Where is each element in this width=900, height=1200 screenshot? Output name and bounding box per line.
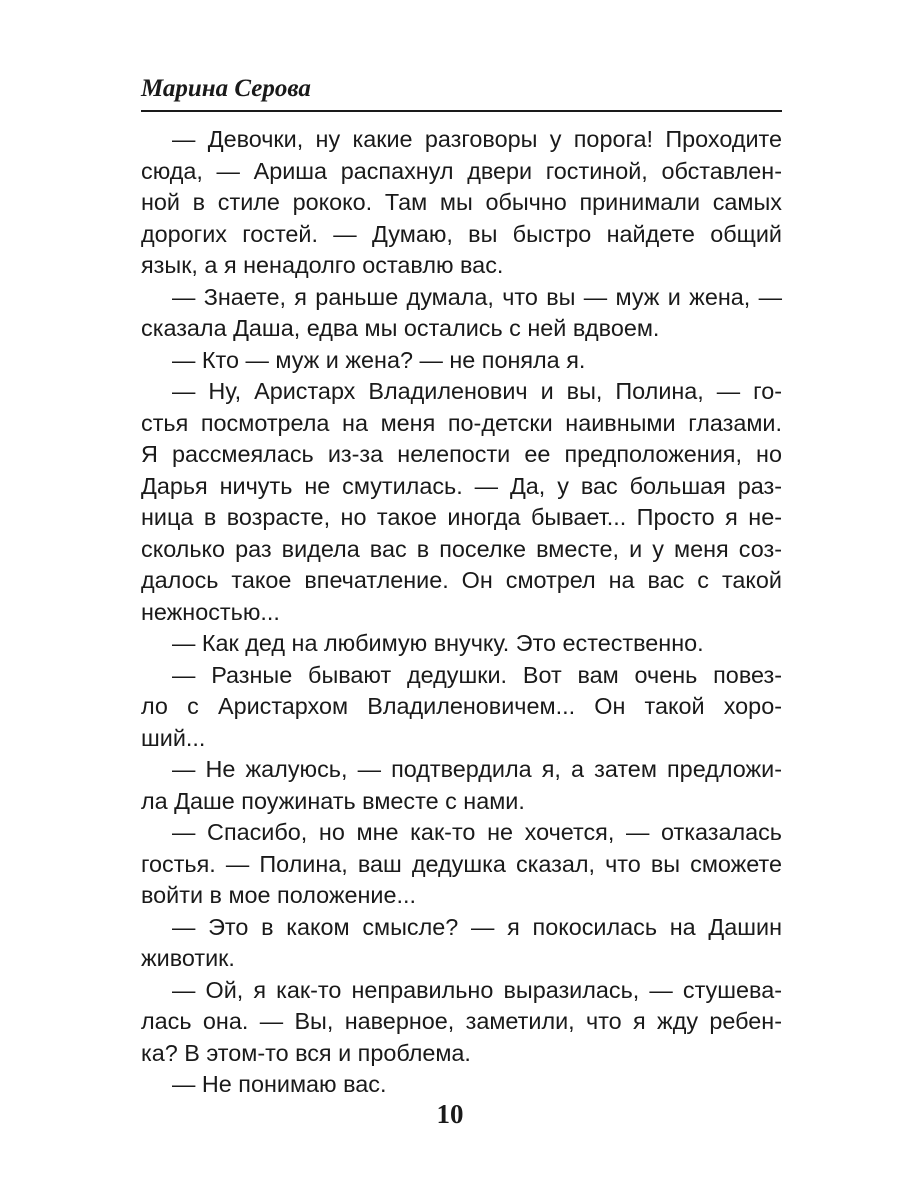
text-line: нежностью... xyxy=(141,598,280,625)
text-line: — Это в каком смысле? — я покосилась на Дашин xyxy=(172,913,782,940)
text-line: Я рассмеялась из-за нелепости ее предположения, но xyxy=(141,441,782,467)
text-line: — Ну, Аристарх Владиленович и вы, Полина, — го- xyxy=(172,378,782,404)
text-line: — Не жалуюсь, — подтвердила я, а затем предложи- xyxy=(172,756,782,782)
text-line: ница в возрасте, но такое иногда бывает... Просто я не- xyxy=(141,504,782,530)
text-line: сколько раз видела вас в поселке вместе, и у меня соз- xyxy=(141,535,782,562)
author-name: Марина Серова xyxy=(141,75,311,102)
body-text xyxy=(141,124,782,1101)
text-line: — Как дед на любимую внучку. Это естественно. xyxy=(172,630,704,656)
text-line: — Не понимаю вас. xyxy=(172,1071,387,1097)
text-line: сюда, — Ариша распахнул двери гостиной, обставлен- xyxy=(141,157,782,184)
text-line: — Девочки, ну какие разговоры у порога! Проходите xyxy=(172,126,782,152)
text-line: — Разные бывают дедушки. Вот вам очень повез- xyxy=(172,661,782,688)
text-line: — Ой, я как-то неправильно выразилась, — стушева- xyxy=(172,976,782,1003)
text-line: ла Даше поужинать вместе с нами. xyxy=(141,787,525,814)
text-line: — Знаете, я раньше думала, что вы — муж и жена, — xyxy=(172,283,782,310)
text-line: далось такое впечатление. Он смотрел на вас с такой xyxy=(141,567,782,593)
text-line: ной в стиле рококо. Там мы обычно принимали самых xyxy=(141,189,782,215)
page-number: 10 xyxy=(436,1099,464,1129)
text-line: животик. xyxy=(141,945,235,971)
text-line: — Спасибо, но мне как-то не хочется, — отказалась xyxy=(172,819,782,845)
text-line: дорогих гостей. — Думаю, вы быстро найдете общий xyxy=(141,220,782,247)
text-line: сказала Даша, едва мы остались с ней вдвоем. xyxy=(141,315,660,341)
text-line: лась она. — Вы, наверное, заметили, что я жду ребен- xyxy=(141,1008,782,1034)
text-line: войти в мое положение... xyxy=(141,882,416,908)
text-line: стья посмотрела на меня по-детски наивными глазами. xyxy=(141,409,782,436)
text-line: Дарья ничуть не смутилась. — Да, у вас большая раз- xyxy=(141,472,782,499)
text-line: язык, а я ненадолго оставлю вас. xyxy=(141,252,504,278)
running-header xyxy=(141,74,782,112)
text-line: гостья. — Полина, ваш дедушка сказал, что вы сможете xyxy=(141,850,782,877)
text-line: ло с Аристархом Владиленовичем... Он такой хоро- xyxy=(141,693,782,719)
text-line: — Кто — муж и жена? — не поняла я. xyxy=(172,346,586,373)
text-line: ший... xyxy=(141,724,206,751)
text-line: ка? В этом-то вся и проблема. xyxy=(141,1039,471,1066)
